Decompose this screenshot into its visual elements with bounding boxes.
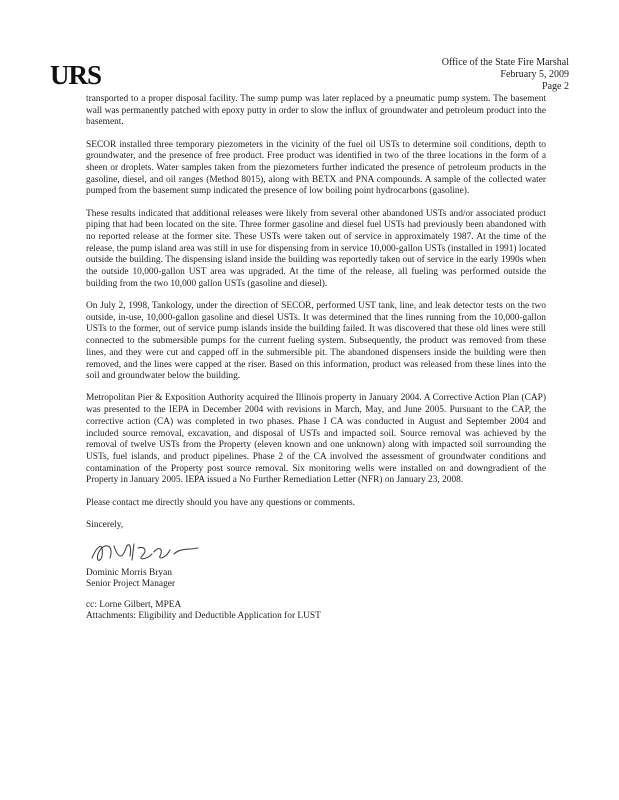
- closing-block: [86, 498, 546, 622]
- handwritten-signature: [88, 536, 208, 566]
- cc-block: [86, 600, 546, 622]
- paragraph-4: On July 2, 1998, Tankology, under the direction of SECOR, performed UST tank, line, and leak detector tests on the two outside, in-use, 10,000-gallon gasoline and diesel USTs. It was determined that the lines running from the 10,000-gallon USTs to the former, out of service pump islands inside the building failed. It was discovered that these old lines were still connected to the submersible pumps for the current fueling system. Subsequently, the product was removed from these lines, and they were cut and capped off in the submersible pit. The abandoned dispensers inside the building were then removed, and the lines were capped at the riser. Based on this information, product was released from these lines into the soil and groundwater below the building.: [86, 301, 546, 382]
- recipient-line: Office of the State Fire Marshal: [441, 57, 569, 68]
- signer-title: Senior Project Manager: [86, 578, 176, 589]
- signoff: Sincerely,: [86, 519, 124, 530]
- signer-name: Dominic Morris Bryan: [86, 567, 172, 578]
- logo-text: URS: [50, 60, 102, 90]
- page-number: Page 2: [542, 81, 569, 92]
- paragraph-1: transported to a proper disposal facility. The sump pump was later replaced by a pneumatic pump system. The basement wall was permanently patched with epoxy putty in order to slow the influx of groundwater and petroleum product into the basement.: [86, 94, 546, 128]
- cc-line: cc: Lorne Gilbert, MPEA: [86, 599, 182, 610]
- paragraph-5: Metropolitan Pier & Exposition Authority acquired the Illinois property in January 2004. A Corrective Action Plan (CAP) was presented to the IEPA in December 2004 with revisions in March, May, and June 2005. Pursuant to the CAP, the corrective action (CA) was completed in two phases. Phase I CA was conducted in August and September 2004 and included source removal, excavation, and disposal of USTs and impacted soil. Source removal was achieved by the removal of twelve USTs from the Property (eleven known and one unknown) along with impacted soil surrounding the USTs, fuel islands, and product pipelines. Phase 2 of the CA involved the assessment of groundwater conditions and contamination of the Property post source removal. Six monitoring wells were installed on and downgradient of the Property in January 2005. IEPA issued a No Further Remediation Letter (NFR) on January 23, 2008.: [86, 393, 546, 486]
- closing-request: Please contact me directly should you have any questions or comments.: [86, 497, 355, 508]
- urs-logo: [50, 60, 101, 91]
- paragraph-2: SECOR installed three temporary piezometers in the vicinity of the fuel oil USTs to determine soil conditions, depth to groundwater, and the presence of free product. Free product was identified in two of the three locations in the form of a sheen or droplets. Water samples taken from the piezometers further indicated the presence of petroleum products in the gasoline, diesel, and oil ranges (Method 8015), along with BETX and PNA compounds. A sample of the collected water pumped from the basement sump indicated the presence of low boiling point hydrocarbons (gasoline).: [86, 139, 546, 197]
- letter-header: [442, 57, 569, 93]
- letter-body: [86, 94, 546, 622]
- date-line: February 5, 2009: [500, 69, 569, 80]
- paragraph-3: These results indicated that additional releases were likely from several other abandoned USTs and/or associated product piping that had been located on the site. Three former gasoline and diesel fuel USTs had previously been abandoned with no reported release at the former site. These USTs were taken out of service in approximately 1987. At the time of the release, the pump island area was still in use for dispensing from in service 10,000-gallon USTs (installed in 1991) located outside the building. The dispensing island inside the building was reportedly taken out of service in the early 1990s when the outside 10,000-gallon UST area was upgraded. At the time of the release, all fueling was performed outside the building from the two 10,000 gallon USTs (gasoline and diesel).: [86, 208, 546, 289]
- attachments-line: Attachments: Eligibility and Deductible Application for LUST: [86, 610, 321, 621]
